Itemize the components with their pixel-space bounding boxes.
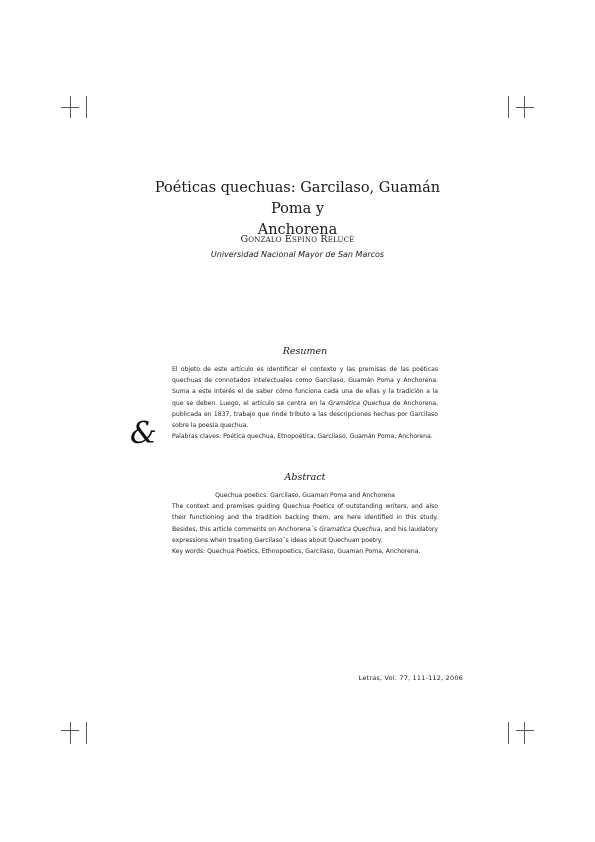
crop-mark xyxy=(70,722,71,744)
crop-mark xyxy=(524,96,525,118)
crop-mark xyxy=(86,96,87,118)
crop-mark xyxy=(516,730,534,731)
resumen-body xyxy=(172,364,438,442)
abstract-paragraph xyxy=(172,501,438,546)
crop-mark xyxy=(508,722,509,744)
resumen-keywords: Palabras claves: Poética quechua, Etnopoética, Garcilaso, Guamán Poma, Anchorena. xyxy=(172,433,433,441)
abstract-italic-title: Gramatica Quechua xyxy=(319,525,381,533)
title-line-2: Anchorena xyxy=(257,222,338,238)
crop-mark xyxy=(70,96,71,118)
crop-mark xyxy=(516,107,534,108)
crop-mark xyxy=(86,722,87,744)
abstract-subtitle: Quechua poetics: Garcilaso, Guaman Poma and Anchorena xyxy=(215,492,395,499)
ampersand-ornament: & xyxy=(130,416,157,451)
abstract-text: The context and premises guiding Quechua Poetics of outstanding writers, and also their functioning and the tradition backing them, are here identified in this study. Besides, this article comments on Anchorena´s xyxy=(172,503,438,533)
article-title xyxy=(140,178,455,241)
journal-citation: Letras, Vol. 77, 111-112, 2006 xyxy=(358,674,463,682)
author-name: Gonzalo Espino Relucé xyxy=(240,234,355,245)
abstract-keywords: Key words: Quechua Poetics, Ethnopoetics, Garcilaso, Guaman Poma, Anchorena. xyxy=(172,548,421,556)
author-affiliation: Universidad Nacional Mayor de San Marcos xyxy=(210,250,385,259)
abstract-body xyxy=(172,490,438,557)
resumen-text-end: de Anchorena, publicada en 1837, trabajo que rinde tributo a las descripciones hechas por Garcilaso sobre la poesía quechua. xyxy=(172,399,438,430)
resumen-italic-title: Gramática Quechua xyxy=(328,399,391,407)
abstract-text-end: , and his laudatory expressions when treating Garcilaso´s ideas about Quechuan poetry. xyxy=(172,525,438,544)
title-line-1: Poéticas quechuas: Garcilaso, Guamán Poma y xyxy=(154,180,441,217)
abstract-heading: Abstract xyxy=(284,472,326,483)
resumen-heading: Resumen xyxy=(282,346,328,357)
resumen-paragraph xyxy=(172,364,438,431)
crop-mark xyxy=(508,96,509,118)
resumen-text: El objeto de este artículo es identificar el contexto y las premisas de las poéticas quechuas de connotados intelectuales como Garcilaso, Guamán Poma y Anchorena. Suma a este interés el de saber cómo funciona cada una de ellas y la tradición a la que se deben. Luego, el artículo se centra en la xyxy=(172,366,438,407)
crop-mark xyxy=(524,722,525,744)
